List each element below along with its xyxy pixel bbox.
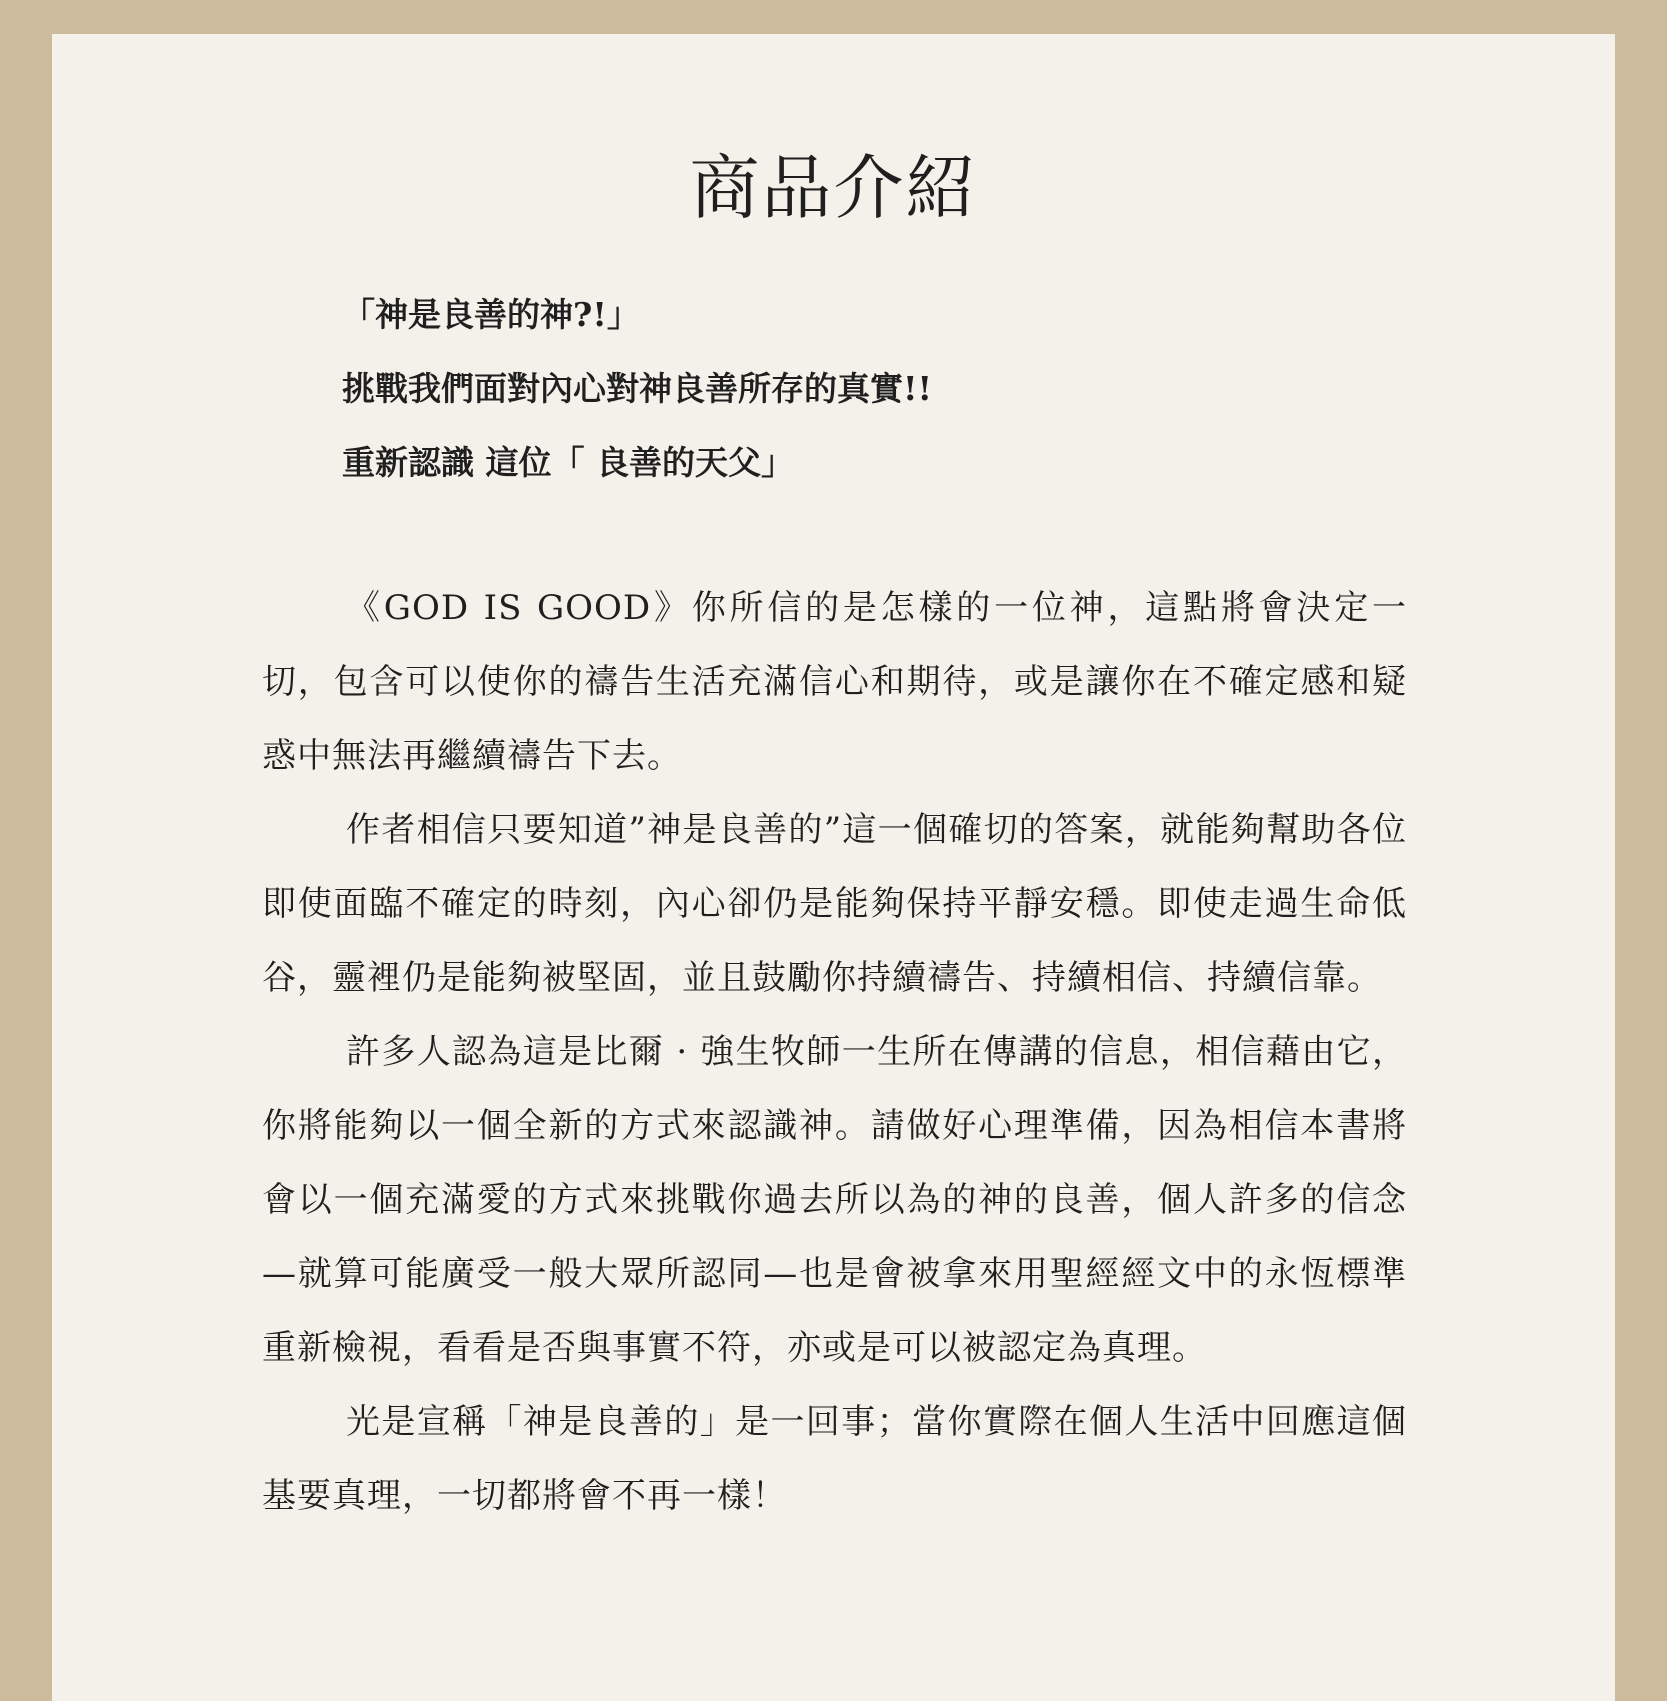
- intro-block: [342, 278, 1442, 500]
- page-title: 商品介紹: [689, 147, 978, 229]
- paragraph-2: 作者相信只要知道”神是良善的”這一個確切的答案，就能夠幫助各位即使面臨不確定的時刻，內心卻仍是能夠保持平靜安穩。即使走過生命低谷，靈裡仍是能夠被堅固，並且鼓勵你持續禱告、持續相信、持續信靠。: [262, 810, 1407, 998]
- paragraph-3: 許多人認為這是比爾 · 強生牧師一生所在傳講的信息，相信藉由它，你將能夠以一個全新的方式來認識神。請做好心理準備，因為相信本書將會以一個充滿愛的方式來挑戰你過去所以為的神的良善，個人許多的信念—就算可能廣受一般大眾所認同—也是會被拿來用聖經經文中的永恆標準重新檢視，看看是否與事實不符，亦或是可以被認定為真理。: [262, 1032, 1407, 1368]
- paragraph-4: 光是宣稱「神是良善的」是一回事；當你實際在個人生活中回應這個基要真理，一切都將會不再一樣！: [262, 1402, 1407, 1516]
- intro-line-3: 重新認識 這位「 良善的天父」: [342, 443, 794, 482]
- content-panel: [52, 34, 1615, 1701]
- intro-line-2: 挑戰我們面對內心對神良善所存的真實!!: [342, 369, 932, 408]
- paragraph-1: 《GOD IS GOOD》你所信的是怎樣的一位神，這點將會決定一切，包含可以使你的禱告生活充滿信心和期待，或是讓你在不確定感和疑惑中無法再繼續禱告下去。: [262, 588, 1407, 776]
- intro-line-1: 「神是良善的神?!」: [342, 295, 640, 334]
- description-body: [262, 571, 1407, 1533]
